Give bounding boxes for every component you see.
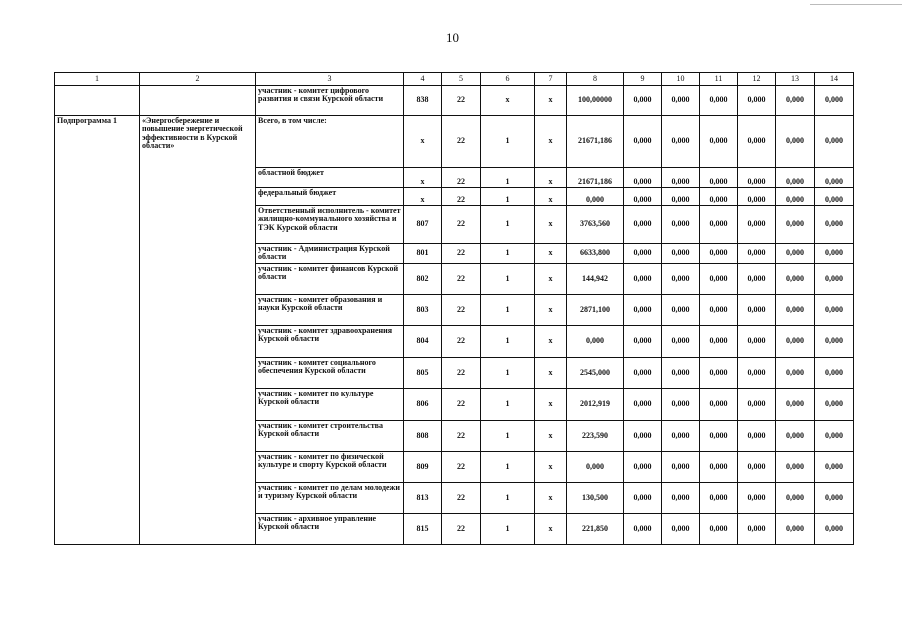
value-cell: 838 — [404, 86, 442, 116]
value-cell: 0,000 — [700, 206, 738, 244]
value-cell: x — [404, 116, 442, 168]
column-header-12: 12 — [738, 73, 776, 86]
value-cell: 0,000 — [815, 116, 854, 168]
value-cell: 1 — [481, 452, 535, 483]
value-cell: 0,000 — [776, 86, 815, 116]
value-cell: 807 — [404, 206, 442, 244]
value-cell: 0,000 — [738, 514, 776, 545]
value-cell: 22 — [442, 514, 481, 545]
value-cell: 0,000 — [624, 168, 662, 188]
value-cell: 0,000 — [815, 421, 854, 452]
value-cell: 0,000 — [738, 168, 776, 188]
value-cell: 0,000 — [738, 86, 776, 116]
value-cell: 0,000 — [662, 244, 700, 264]
value-cell: 1 — [481, 264, 535, 295]
table-row — [55, 116, 854, 168]
value-cell: 2012,919 — [567, 389, 624, 421]
value-cell: 0,000 — [567, 326, 624, 358]
value-cell: 0,000 — [624, 244, 662, 264]
value-cell: 0,000 — [738, 206, 776, 244]
row-description: участник - комитет образования и науки Курской области — [256, 295, 404, 326]
value-cell: 809 — [404, 452, 442, 483]
value-cell: 0,000 — [815, 452, 854, 483]
column-header-10: 10 — [662, 73, 700, 86]
row-description: областной бюджет — [256, 168, 404, 188]
value-cell: 0,000 — [815, 86, 854, 116]
row-description: участник - комитет финансов Курской области — [256, 264, 404, 295]
value-cell: 0,000 — [662, 206, 700, 244]
row-description: участник - комитет строительства Курской области — [256, 421, 404, 452]
value-cell: 0,000 — [662, 116, 700, 168]
value-cell: x — [535, 326, 567, 358]
value-cell: 0,000 — [662, 168, 700, 188]
value-cell: 0,000 — [700, 264, 738, 295]
value-cell: 0,000 — [700, 483, 738, 514]
value-cell: 0,000 — [815, 389, 854, 421]
subprogram-label: Подпрограмма 1 — [55, 116, 140, 545]
value-cell: 22 — [442, 452, 481, 483]
value-cell: 0,000 — [700, 452, 738, 483]
value-cell: x — [535, 168, 567, 188]
subprogram-name: «Энергосбережение и повышение энергетической эффективности в Курской области» — [140, 116, 256, 545]
value-cell: 804 — [404, 326, 442, 358]
value-cell: 3763,560 — [567, 206, 624, 244]
value-cell: 0,000 — [776, 188, 815, 206]
value-cell: x — [535, 483, 567, 514]
value-cell: 0,000 — [815, 326, 854, 358]
value-cell: 223,590 — [567, 421, 624, 452]
value-cell: 0,000 — [624, 116, 662, 168]
value-cell: 21671,186 — [567, 116, 624, 168]
value-cell: 0,000 — [700, 86, 738, 116]
value-cell: 0,000 — [662, 295, 700, 326]
table-row — [55, 86, 854, 116]
column-header-3: 3 — [256, 73, 404, 86]
value-cell: x — [404, 168, 442, 188]
value-cell: 0,000 — [738, 389, 776, 421]
row-description: участник - комитет цифрового развития и связи Курской области — [256, 86, 404, 116]
value-cell: 1 — [481, 244, 535, 264]
value-cell: x — [535, 295, 567, 326]
row-description: Всего, в том числе: — [256, 116, 404, 168]
value-cell: 0,000 — [700, 421, 738, 452]
value-cell: 0,000 — [776, 244, 815, 264]
value-cell: 0,000 — [815, 358, 854, 389]
value-cell: 0,000 — [700, 326, 738, 358]
value-cell: 802 — [404, 264, 442, 295]
value-cell: x — [535, 452, 567, 483]
value-cell: 0,000 — [662, 358, 700, 389]
value-cell: 0,000 — [624, 421, 662, 452]
row-description: участник - комитет здравоохранения Курской области — [256, 326, 404, 358]
value-cell: 0,000 — [776, 452, 815, 483]
value-cell: x — [535, 421, 567, 452]
value-cell: 0,000 — [624, 483, 662, 514]
value-cell: 0,000 — [624, 86, 662, 116]
value-cell: x — [535, 116, 567, 168]
value-cell: 0,000 — [738, 295, 776, 326]
column-number-header-row — [55, 73, 854, 86]
budget-table — [54, 72, 854, 545]
value-cell: x — [535, 244, 567, 264]
value-cell: 0,000 — [815, 206, 854, 244]
value-cell: 0,000 — [662, 264, 700, 295]
value-cell: 0,000 — [815, 514, 854, 545]
value-cell: 22 — [442, 358, 481, 389]
value-cell: 0,000 — [776, 264, 815, 295]
value-cell: 1 — [481, 206, 535, 244]
value-cell: 0,000 — [776, 295, 815, 326]
value-cell: 1 — [481, 188, 535, 206]
value-cell: 0,000 — [815, 188, 854, 206]
value-cell: 0,000 — [738, 452, 776, 483]
row-description: участник - архивное управление Курской области — [256, 514, 404, 545]
value-cell: 0,000 — [662, 421, 700, 452]
value-cell: 0,000 — [815, 168, 854, 188]
value-cell: 1 — [481, 295, 535, 326]
value-cell: 0,000 — [738, 116, 776, 168]
value-cell: 1 — [481, 168, 535, 188]
column-header-9: 9 — [624, 73, 662, 86]
value-cell: 100,00000 — [567, 86, 624, 116]
value-cell: 0,000 — [776, 206, 815, 244]
value-cell: 0,000 — [624, 358, 662, 389]
value-cell: 0,000 — [662, 389, 700, 421]
value-cell: 815 — [404, 514, 442, 545]
value-cell: 0,000 — [738, 244, 776, 264]
value-cell: 0,000 — [624, 206, 662, 244]
cell-col2 — [140, 86, 256, 116]
value-cell: 22 — [442, 326, 481, 358]
value-cell: 144,942 — [567, 264, 624, 295]
value-cell: 6633,800 — [567, 244, 624, 264]
value-cell: 0,000 — [815, 244, 854, 264]
value-cell: x — [535, 86, 567, 116]
value-cell: 1 — [481, 483, 535, 514]
value-cell: 0,000 — [815, 483, 854, 514]
value-cell: 813 — [404, 483, 442, 514]
value-cell: x — [535, 358, 567, 389]
value-cell: 0,000 — [776, 421, 815, 452]
row-description: Ответственный исполнитель - комитет жилищно-коммунального хозяйства и ТЭК Курской области — [256, 206, 404, 244]
value-cell: 0,000 — [700, 295, 738, 326]
value-cell: 1 — [481, 421, 535, 452]
value-cell: 0,000 — [700, 116, 738, 168]
value-cell: 0,000 — [700, 188, 738, 206]
value-cell: 22 — [442, 86, 481, 116]
value-cell: 0,000 — [624, 295, 662, 326]
value-cell: 22 — [442, 295, 481, 326]
column-header-13: 13 — [776, 73, 815, 86]
value-cell: 0,000 — [738, 421, 776, 452]
value-cell: 808 — [404, 421, 442, 452]
value-cell: 0,000 — [662, 514, 700, 545]
value-cell: 1 — [481, 389, 535, 421]
value-cell: 0,000 — [700, 168, 738, 188]
value-cell: 1 — [481, 514, 535, 545]
value-cell: 22 — [442, 168, 481, 188]
value-cell: 0,000 — [662, 86, 700, 116]
value-cell: 0,000 — [700, 244, 738, 264]
value-cell: x — [535, 188, 567, 206]
value-cell: 0,000 — [567, 452, 624, 483]
value-cell: 0,000 — [776, 116, 815, 168]
value-cell: 0,000 — [624, 514, 662, 545]
value-cell: 22 — [442, 244, 481, 264]
value-cell: 803 — [404, 295, 442, 326]
value-cell: 0,000 — [776, 168, 815, 188]
value-cell: 1 — [481, 358, 535, 389]
value-cell: 0,000 — [738, 326, 776, 358]
value-cell: 0,000 — [815, 264, 854, 295]
value-cell: x — [481, 86, 535, 116]
value-cell: 0,000 — [776, 483, 815, 514]
value-cell: 2871,100 — [567, 295, 624, 326]
value-cell: 0,000 — [624, 389, 662, 421]
value-cell: 22 — [442, 206, 481, 244]
value-cell: 0,000 — [738, 358, 776, 389]
value-cell: 22 — [442, 116, 481, 168]
value-cell: 0,000 — [624, 326, 662, 358]
value-cell: 0,000 — [776, 389, 815, 421]
value-cell: 0,000 — [776, 514, 815, 545]
value-cell: 0,000 — [815, 295, 854, 326]
value-cell: 21671,186 — [567, 168, 624, 188]
row-description: участник - комитет по культуре Курской области — [256, 389, 404, 421]
column-header-11: 11 — [700, 73, 738, 86]
value-cell: x — [535, 389, 567, 421]
value-cell: 0,000 — [624, 264, 662, 295]
cell-col1 — [55, 86, 140, 116]
value-cell: 801 — [404, 244, 442, 264]
column-header-1: 1 — [55, 73, 140, 86]
column-header-14: 14 — [815, 73, 854, 86]
value-cell: 0,000 — [738, 264, 776, 295]
page-number: 10 — [446, 30, 459, 45]
value-cell: 130,500 — [567, 483, 624, 514]
value-cell: 0,000 — [624, 188, 662, 206]
row-description: участник - комитет социального обеспечения Курской области — [256, 358, 404, 389]
column-header-6: 6 — [481, 73, 535, 86]
column-header-5: 5 — [442, 73, 481, 86]
value-cell: 0,000 — [700, 389, 738, 421]
value-cell: 2545,000 — [567, 358, 624, 389]
value-cell: 0,000 — [624, 452, 662, 483]
value-cell: 22 — [442, 483, 481, 514]
row-description: участник - комитет по делам молодежи и туризму Курской области — [256, 483, 404, 514]
value-cell: 0,000 — [662, 326, 700, 358]
value-cell: 805 — [404, 358, 442, 389]
value-cell: 0,000 — [662, 483, 700, 514]
column-header-7: 7 — [535, 73, 567, 86]
row-description: участник - Администрация Курской области — [256, 244, 404, 264]
value-cell: 0,000 — [700, 358, 738, 389]
value-cell: 0,000 — [776, 326, 815, 358]
value-cell: x — [535, 264, 567, 295]
value-cell: 221,850 — [567, 514, 624, 545]
row-description: участник - комитет по физической культуре и спорту Курской области — [256, 452, 404, 483]
value-cell: x — [404, 188, 442, 206]
column-header-2: 2 — [140, 73, 256, 86]
value-cell: 0,000 — [738, 483, 776, 514]
value-cell: 0,000 — [662, 452, 700, 483]
value-cell: 22 — [442, 188, 481, 206]
value-cell: 806 — [404, 389, 442, 421]
value-cell: 0,000 — [700, 514, 738, 545]
value-cell: 1 — [481, 326, 535, 358]
value-cell: 0,000 — [776, 358, 815, 389]
row-description: федеральный бюджет — [256, 188, 404, 206]
value-cell: 22 — [442, 264, 481, 295]
value-cell: x — [535, 206, 567, 244]
value-cell: 0,000 — [567, 188, 624, 206]
value-cell: 0,000 — [662, 188, 700, 206]
column-header-8: 8 — [567, 73, 624, 86]
value-cell: 0,000 — [738, 188, 776, 206]
top-edge-line — [810, 4, 902, 5]
value-cell: x — [535, 514, 567, 545]
column-header-4: 4 — [404, 73, 442, 86]
value-cell: 1 — [481, 116, 535, 168]
value-cell: 22 — [442, 421, 481, 452]
value-cell: 22 — [442, 389, 481, 421]
